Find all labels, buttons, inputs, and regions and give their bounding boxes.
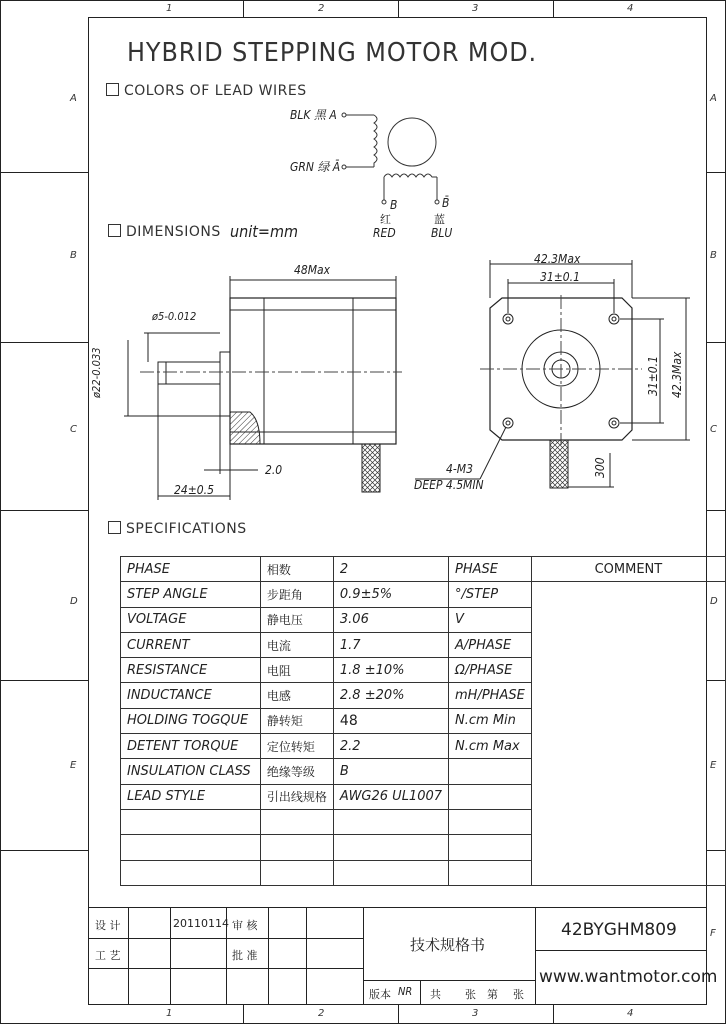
spec-param-en: STEP ANGLE xyxy=(121,582,261,607)
page-title: HYBRID STEPPING MOTOR MOD. xyxy=(127,38,538,68)
spec-value: 2.8 ±20% xyxy=(333,683,448,708)
design-label: 设 计 xyxy=(95,919,121,932)
col-label-2-bottom: 2 xyxy=(318,1008,325,1019)
spec-value xyxy=(333,835,448,860)
design-date: 20110114 xyxy=(173,917,229,930)
spec-unit: °/STEP xyxy=(449,582,532,607)
specifications-label: SPECIFICATIONS xyxy=(126,521,247,537)
wire-b-letter: B xyxy=(390,198,398,212)
spec-value: 48 xyxy=(333,708,448,733)
spec-value: 2.2 xyxy=(333,734,448,759)
unit-label: unit=mm xyxy=(230,222,298,241)
spec-unit xyxy=(449,809,532,834)
review-label: 审 核 xyxy=(232,919,258,932)
comment-area xyxy=(531,582,725,886)
row-label-a: A xyxy=(70,93,77,104)
spec-unit xyxy=(449,860,532,885)
dimensions-label: DIMENSIONS xyxy=(126,224,221,240)
dim-height-max: 42.3Max xyxy=(670,351,684,398)
spec-param-cn: 静转矩 xyxy=(260,708,333,733)
spec-unit: Ω/PHASE xyxy=(449,658,532,683)
spec-unit: V xyxy=(449,607,532,632)
row-label-b-right: B xyxy=(710,250,717,261)
spec-row xyxy=(121,557,726,582)
col-label-4-bottom: 4 xyxy=(627,1008,634,1019)
spec-param-cn xyxy=(260,835,333,860)
col-label-3-bottom: 3 xyxy=(472,1008,479,1019)
spec-unit: mH/PHASE xyxy=(449,683,532,708)
row-label-c-right: C xyxy=(710,424,717,435)
dim-width-max: 42.3Max xyxy=(534,252,581,266)
spec-param-en: RESISTANCE xyxy=(121,658,261,683)
checkbox-icon xyxy=(106,83,119,96)
spec-row xyxy=(121,582,726,607)
spec-value: 1.8 ±10% xyxy=(333,658,448,683)
specifications-header xyxy=(108,521,247,537)
lead-wires-label: COLORS OF LEAD WIRES xyxy=(124,83,307,99)
spec-param-cn xyxy=(260,860,333,885)
wire-blk-label: BLK 黑 A xyxy=(290,108,337,122)
col-label-1-bottom: 1 xyxy=(166,1008,173,1019)
doc-title: 技术规格书 xyxy=(410,936,486,954)
spec-value: AWG26 UL1007 xyxy=(333,784,448,809)
version-value: NR xyxy=(398,985,413,998)
col-label-3: 3 xyxy=(472,3,479,14)
model-number: 42BYGHM809 xyxy=(561,920,677,940)
approve-label: 批 准 xyxy=(232,949,258,962)
total-label: 共 xyxy=(430,988,441,1001)
wire-red-cn: 红 xyxy=(380,213,391,226)
spec-param-en: VOLTAGE xyxy=(121,607,261,632)
spec-param-en: DETENT TORQUE xyxy=(121,734,261,759)
comment-header: COMMENT xyxy=(531,557,725,582)
website: www.wantmotor.com xyxy=(539,967,718,987)
col-label-1: 1 xyxy=(166,3,173,14)
checkbox-icon xyxy=(108,224,121,237)
row-label-e-right: E xyxy=(710,760,717,771)
spec-unit xyxy=(449,835,532,860)
col-label-4: 4 xyxy=(627,3,634,14)
page-label: 第 xyxy=(487,988,498,1001)
wire-red-label: RED xyxy=(373,226,396,240)
spec-param-cn: 绝缘等级 xyxy=(260,759,333,784)
row-label-e: E xyxy=(70,760,77,771)
spec-param-cn: 定位转矩 xyxy=(260,734,333,759)
row-label-a-right: A xyxy=(710,93,717,104)
spec-param-en xyxy=(121,860,261,885)
wire-blu-label: BLU xyxy=(431,226,453,240)
spec-value: 3.06 xyxy=(333,607,448,632)
spec-table xyxy=(120,556,726,886)
wire-b-bar-letter: B̄ xyxy=(442,196,450,210)
row-label-c: C xyxy=(70,424,77,435)
col-label-2: 2 xyxy=(318,3,325,14)
spec-param-cn xyxy=(260,809,333,834)
dim-pilot-depth: 2.0 xyxy=(265,463,283,477)
spec-value: 1.7 xyxy=(333,632,448,657)
spec-param-cn: 引出线规格 xyxy=(260,784,333,809)
sheet-label: 张 xyxy=(465,988,476,1001)
process-label: 工 艺 xyxy=(95,949,121,962)
spec-param-en: LEAD STYLE xyxy=(121,784,261,809)
dimensions-header xyxy=(108,224,221,240)
row-label-b: B xyxy=(70,250,77,261)
spec-unit xyxy=(449,759,532,784)
spec-param-cn: 相数 xyxy=(260,557,333,582)
spec-value: B xyxy=(333,759,448,784)
spec-value xyxy=(333,860,448,885)
spec-param-en: INDUCTANCE xyxy=(121,683,261,708)
dim-length: 48Max xyxy=(294,263,331,277)
wire-grn-label: GRN 绿 Ā xyxy=(290,160,341,174)
lead-wires-header xyxy=(106,83,307,99)
row-label-d: D xyxy=(70,596,78,607)
row-label-d-right: D xyxy=(710,596,718,607)
spec-unit: N.cm Max xyxy=(449,734,532,759)
page-sheet-label: 张 xyxy=(513,988,524,1001)
spec-value: 0.9±5% xyxy=(333,582,448,607)
dim-shaft-dia: ø5-0.012 xyxy=(152,310,197,323)
spec-param-cn: 电流 xyxy=(260,632,333,657)
spec-param-en: HOLDING TOGQUE xyxy=(121,708,261,733)
spec-param-en xyxy=(121,835,261,860)
spec-unit: A/PHASE xyxy=(449,632,532,657)
spec-unit xyxy=(449,784,532,809)
checkbox-icon xyxy=(108,521,121,534)
row-label-f-right: F xyxy=(710,928,716,939)
version-label: 版本 xyxy=(369,988,391,1001)
spec-param-cn: 步距角 xyxy=(260,582,333,607)
dim-shaft-len: 24±0.5 xyxy=(174,483,214,497)
dim-hole-spacing-v: 31±0.1 xyxy=(646,356,660,396)
spec-unit: PHASE xyxy=(449,557,532,582)
spec-param-en: INSULATION CLASS xyxy=(121,759,261,784)
dim-pilot-dia: ø22-0.033 xyxy=(90,347,103,398)
dim-depth: DEEP 4.5MIN xyxy=(414,478,484,492)
spec-param-cn: 电感 xyxy=(260,683,333,708)
spec-param-cn: 静电压 xyxy=(260,607,333,632)
dim-hole-spacing-h: 31±0.1 xyxy=(540,270,580,284)
wire-blu-cn: 蓝 xyxy=(434,213,445,226)
spec-value xyxy=(333,809,448,834)
dim-lead-length: 300 xyxy=(593,457,607,478)
dim-thread: 4-M3 xyxy=(446,462,473,476)
spec-param-en: PHASE xyxy=(121,557,261,582)
spec-param-cn: 电阻 xyxy=(260,658,333,683)
spec-param-en xyxy=(121,809,261,834)
spec-unit: N.cm Min xyxy=(449,708,532,733)
side-view-drawing xyxy=(100,260,420,510)
spec-param-en: CURRENT xyxy=(121,632,261,657)
spec-value: 2 xyxy=(333,557,448,582)
